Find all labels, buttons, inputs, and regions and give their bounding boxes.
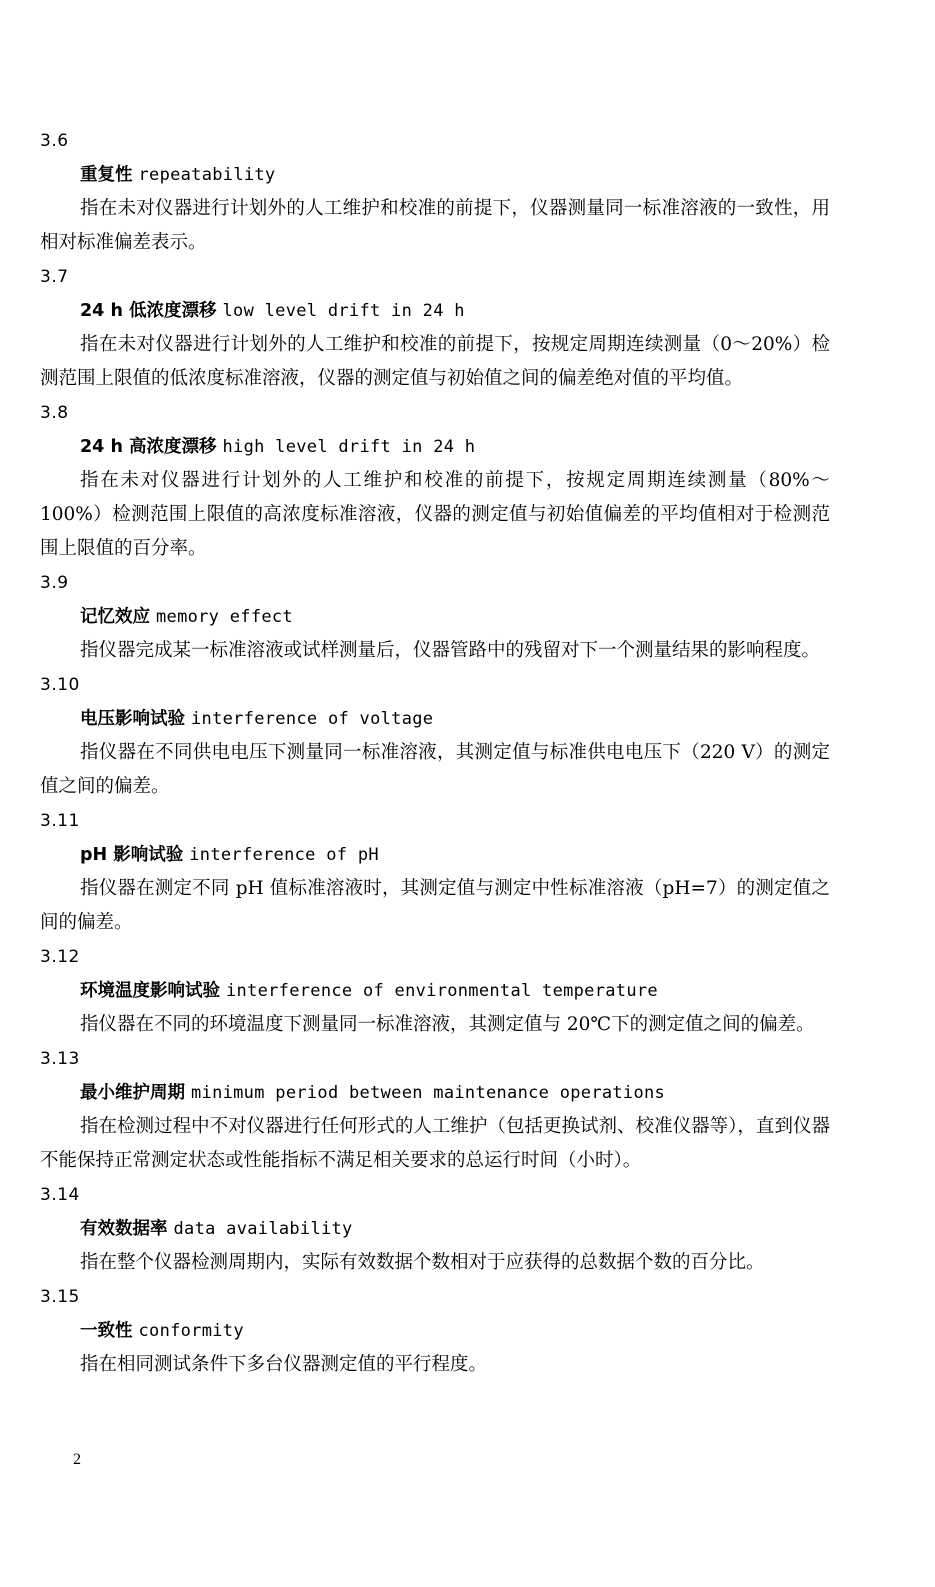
page-number: 2 (73, 1451, 81, 1468)
term-chinese: 24 h 低浓度漂移 (80, 301, 217, 321)
term-english: interference of environmental temperature (226, 981, 658, 1001)
term-definition: 指在未对仪器进行计划外的人工维护和校准的前提下，按规定周期连续测量（80%～100%）检测范围上限值的高浓度标准溶液，仪器的测定值与初始值偏差的平均值相对于检测范围上限值的百分率。 (40, 470, 830, 559)
term-english: high level drift in 24 h (222, 437, 476, 457)
term-heading (40, 974, 830, 1008)
term-chinese: 电压影响试验 (80, 709, 185, 729)
term-chinese: 环境温度影响试验 (80, 981, 220, 1001)
term-heading (40, 838, 830, 872)
term-heading (40, 294, 830, 328)
term-english: data availability (173, 1219, 353, 1239)
terms-and-definitions (40, 124, 830, 1382)
term-clause (40, 566, 830, 668)
clause-number: 3.7 (40, 267, 69, 287)
term-heading (40, 600, 830, 634)
term-clause (40, 124, 830, 260)
term-chinese: 有效数据率 (80, 1219, 168, 1239)
term-clause (40, 1042, 830, 1178)
term-english: memory effect (156, 607, 293, 627)
term-heading (40, 430, 830, 464)
term-clause (40, 260, 830, 396)
term-chinese: 记忆效应 (80, 607, 150, 627)
term-english: interference of voltage (191, 709, 434, 729)
term-clause (40, 668, 830, 804)
term-chinese: 最小维护周期 (80, 1083, 185, 1103)
clause-number: 3.6 (40, 131, 69, 151)
term-chinese: pH 影响试验 (80, 845, 184, 865)
clause-number: 3.11 (40, 811, 80, 831)
clause-number: 3.10 (40, 675, 80, 695)
term-definition: 指仪器完成某一标准溶液或试样测量后，仪器管路中的残留对下一个测量结果的影响程度。 (80, 640, 821, 661)
clause-number: 3.9 (40, 573, 69, 593)
clause-number: 3.12 (40, 947, 80, 967)
clause-number: 3.8 (40, 403, 69, 423)
clause-number: 3.13 (40, 1049, 80, 1069)
clause-number: 3.14 (40, 1185, 80, 1205)
term-english: low level drift in 24 h (222, 301, 465, 321)
clause-number: 3.15 (40, 1287, 80, 1307)
term-clause (40, 1280, 830, 1382)
term-clause (40, 804, 830, 940)
term-chinese: 一致性 (80, 1321, 133, 1341)
term-clause (40, 940, 830, 1042)
term-definition: 指仪器在测定不同 pH 值标准溶液时，其测定值与测定中性标准溶液（pH=7）的测定值之间的偏差。 (40, 878, 830, 933)
term-english: minimum period between maintenance operations (191, 1083, 666, 1103)
term-english: repeatability (138, 165, 276, 185)
term-definition: 指在检测过程中不对仪器进行任何形式的人工维护（包括更换试剂、校准仪器等），直到仪器不能保持正常测定状态或性能指标不满足相关要求的总运行时间（小时）。 (40, 1116, 830, 1171)
term-definition: 指在相同测试条件下多台仪器测定值的平行程度。 (80, 1354, 488, 1375)
term-definition: 指仪器在不同的环境温度下测量同一标准溶液，其测定值与 20℃下的测定值之间的偏差。 (80, 1014, 815, 1035)
term-heading (40, 1314, 830, 1348)
term-definition: 指仪器在不同供电电压下测量同一标准溶液，其测定值与标准供电电压下（220 V）的测定值之间的偏差。 (40, 742, 830, 797)
term-definition: 指在未对仪器进行计划外的人工维护和校准的前提下，仪器测量同一标准溶液的一致性，用相对标准偏差表示。 (40, 198, 830, 253)
term-heading (40, 1212, 830, 1246)
term-definition: 指在未对仪器进行计划外的人工维护和校准的前提下，按规定周期连续测量（0～20%）检测范围上限值的低浓度标准溶液，仪器的测定值与初始值之间的偏差绝对值的平均值。 (40, 334, 830, 389)
term-chinese: 重复性 (80, 165, 133, 185)
term-english: interference of pH (189, 845, 379, 865)
term-heading (40, 158, 830, 192)
term-clause (40, 396, 830, 566)
term-heading (40, 702, 830, 736)
term-definition: 指在整个仪器检测周期内，实际有效数据个数相对于应获得的总数据个数的百分比。 (80, 1252, 765, 1273)
term-english: conformity (138, 1321, 244, 1341)
term-chinese: 24 h 高浓度漂移 (80, 437, 217, 457)
term-clause (40, 1178, 830, 1280)
term-heading (40, 1076, 830, 1110)
